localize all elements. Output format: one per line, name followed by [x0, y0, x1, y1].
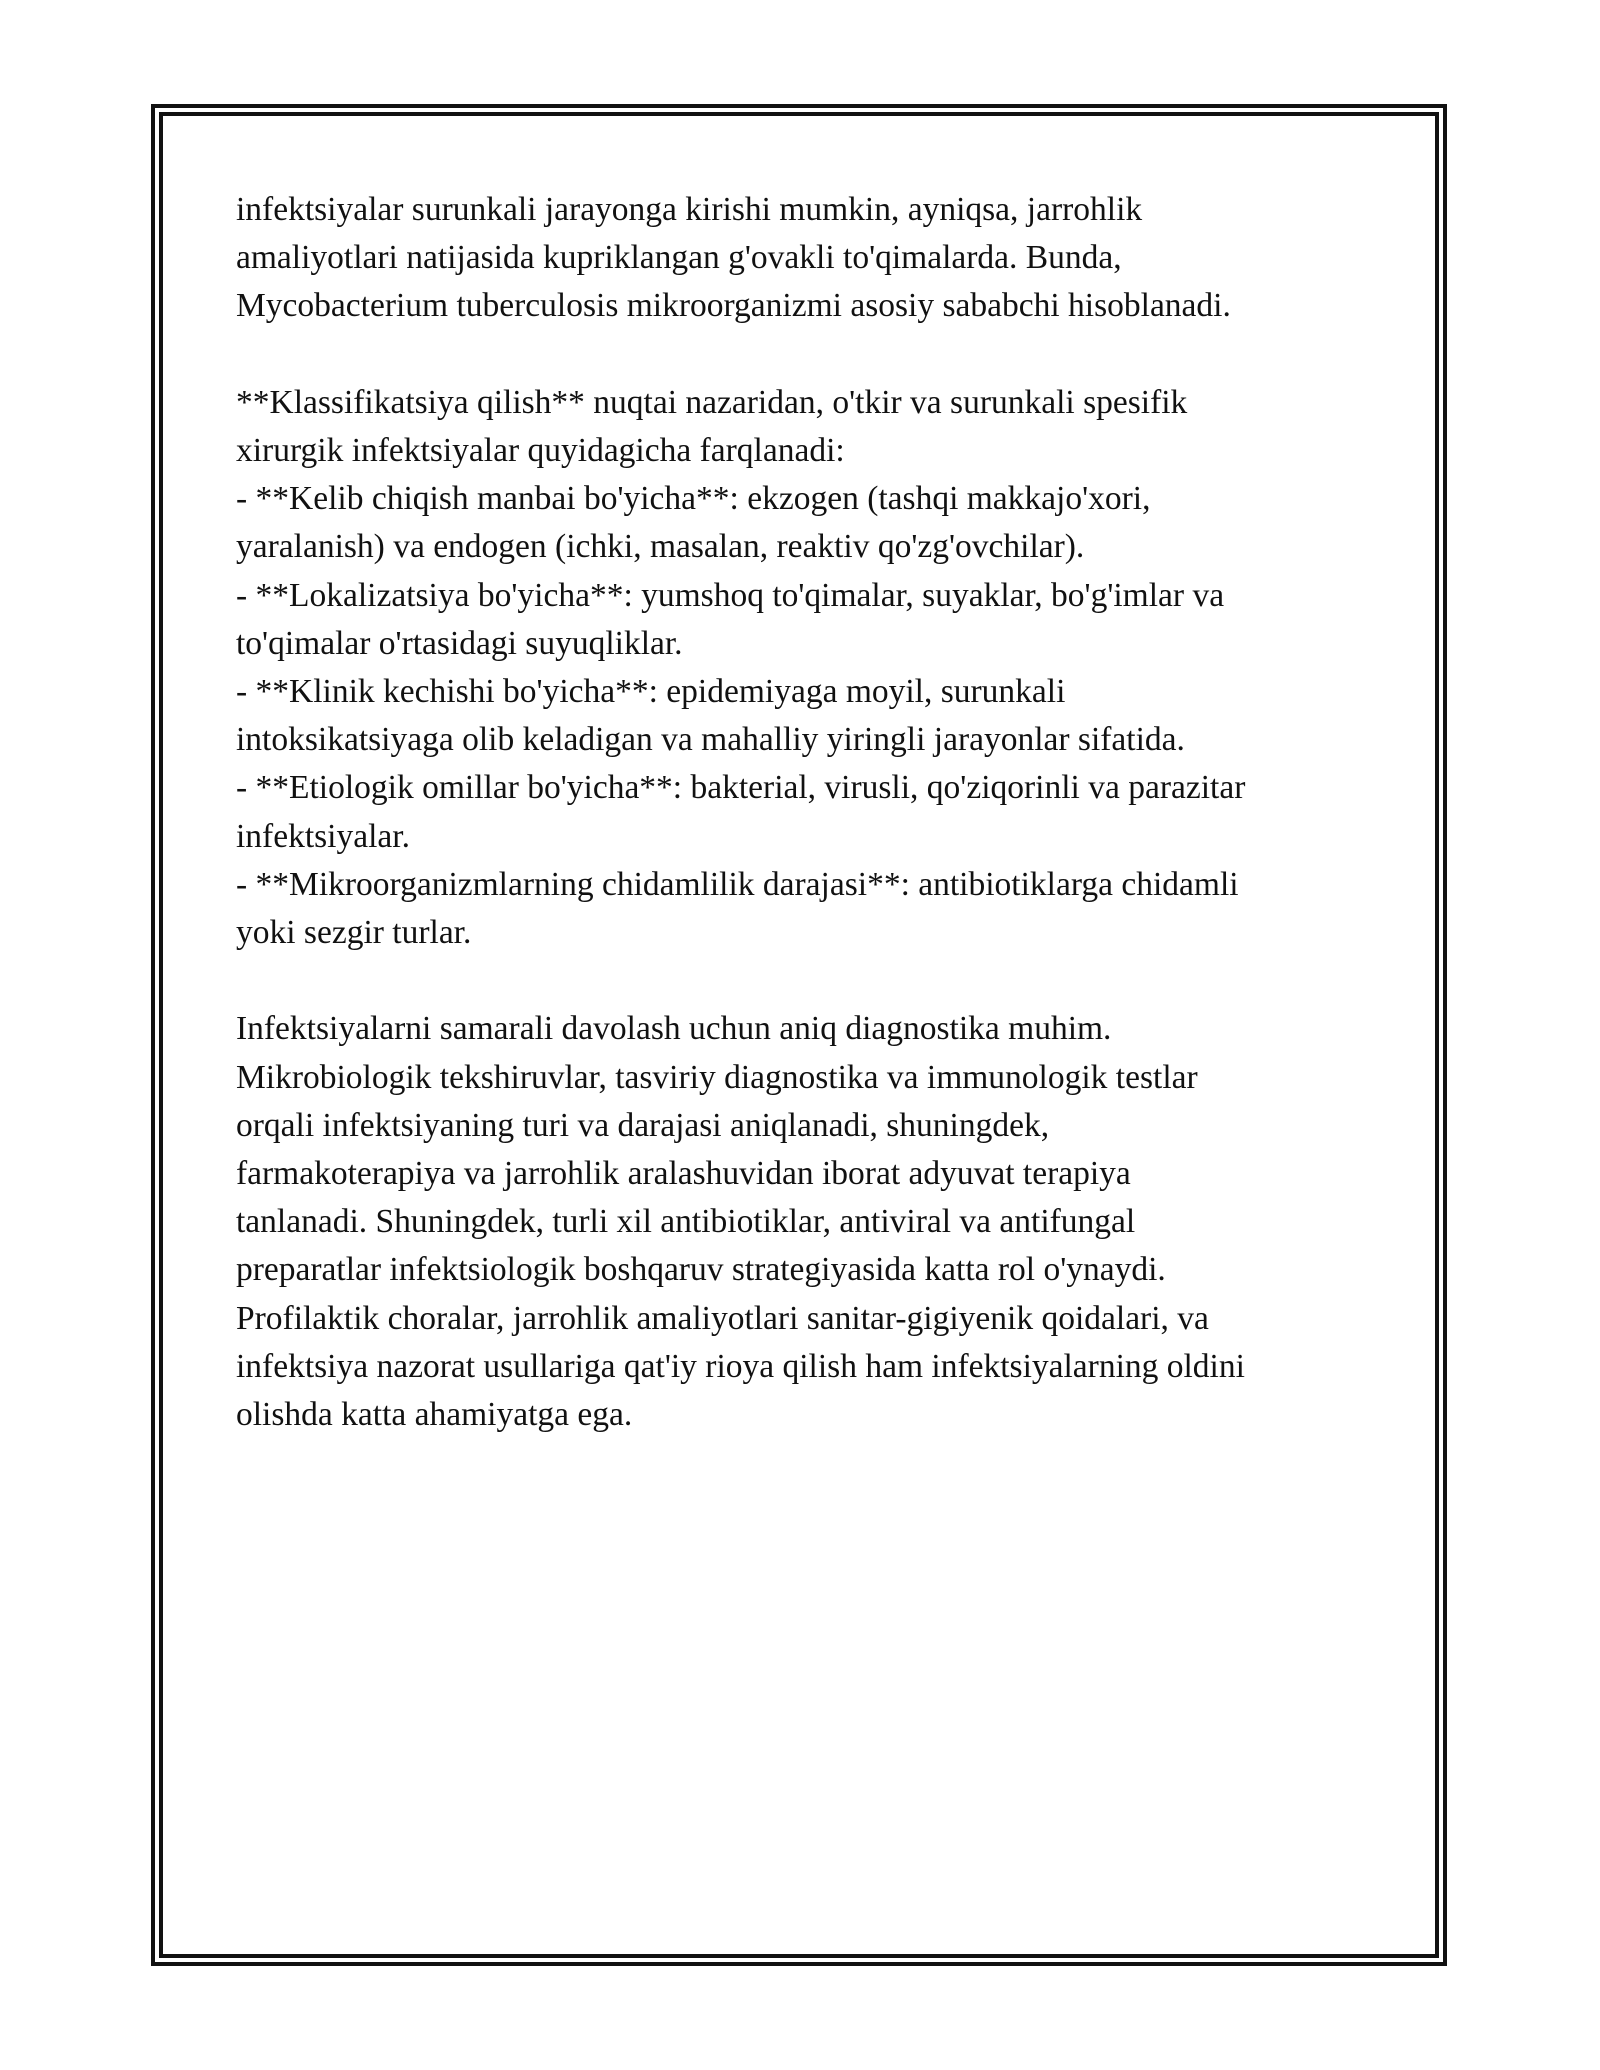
document-body	[236, 186, 1356, 1439]
text-line: Profilaktik choralar, jarrohlik amaliyotlari sanitar-gigiyenik qoidalari, va	[236, 1299, 1209, 1337]
list-item-line: to'qimalar o'rtasidagi suyuqliklar.	[236, 624, 683, 662]
text-line: tanlanadi. Shuningdek, turli xil antibiotiklar, antiviral va antifungal	[236, 1203, 1136, 1241]
text-line: amaliyotlari natijasida kupriklangan g'ovakli to'qimalarda. Bunda,	[236, 239, 1122, 277]
text-line: Infektsiyalarni samarali davolash uchun aniq diagnostika muhim.	[236, 1010, 1112, 1048]
paragraph-gap	[236, 331, 1356, 379]
text-line: preparatlar infektsiologik boshqaruv strategiyasida katta rol o'ynaydi.	[236, 1251, 1166, 1289]
text-line: Mycobacterium tuberculosis mikroorganizmi asosiy sababchi hisoblanadi.	[236, 287, 1231, 325]
list-item-line: intoksikatsiyaga olib keladigan va mahalliy yiringli jarayonlar sifatida.	[236, 721, 1185, 759]
text-line: orqali infektsiyaning turi va darajasi aniqlanadi, shuningdek,	[236, 1106, 1050, 1144]
list-item-line: - **Lokalizatsiya bo'yicha**: yumshoq to'qimalar, suyaklar, bo'g'imlar va	[236, 576, 1225, 614]
list-item-line: - **Mikroorganizmlarning chidamlilik darajasi**: antibiotiklarga chidamli	[236, 865, 1239, 903]
text-line: **Klassifikatsiya qilish** nuqtai nazaridan, o'tkir va surunkali spesifik	[236, 383, 1188, 421]
list-item-line: - **Etiologik omillar bo'yicha**: bakterial, virusli, qo'ziqorinli va parazitar	[236, 769, 1246, 807]
list-item-line: infektsiyalar.	[236, 817, 410, 855]
list-item-line: yaralanish) va endogen (ichki, masalan, reaktiv qo'zg'ovchilar).	[236, 528, 1085, 566]
list-item-line: yoki sezgir turlar.	[236, 914, 472, 952]
list-item-line: - **Kelib chiqish manbai bo'yicha**: ekzogen (tashqi makkajo'xori,	[236, 480, 1151, 518]
text-line: olishda katta ahamiyatga ega.	[236, 1396, 633, 1434]
text-line: farmakoterapiya va jarrohlik aralashuvidan iborat adyuvat terapiya	[236, 1155, 1131, 1193]
list-item-line: - **Klinik kechishi bo'yicha**: epidemiyaga moyil, surunkali	[236, 673, 1066, 711]
text-line: Mikrobiologik tekshiruvlar, tasviriy diagnostika va immunologik testlar	[236, 1058, 1198, 1096]
text-line: xirurgik infektsiyalar quyidagicha farqlanadi:	[236, 432, 845, 469]
text-line: infektsiya nazorat usullariga qat'iy rioya qilish ham infektsiyalarning oldini	[236, 1347, 1245, 1385]
text-line: infektsiyalar surunkali jarayonga kirishi mumkin, ayniqsa, jarrohlik	[236, 191, 1143, 228]
paragraph-gap	[236, 957, 1356, 1005]
